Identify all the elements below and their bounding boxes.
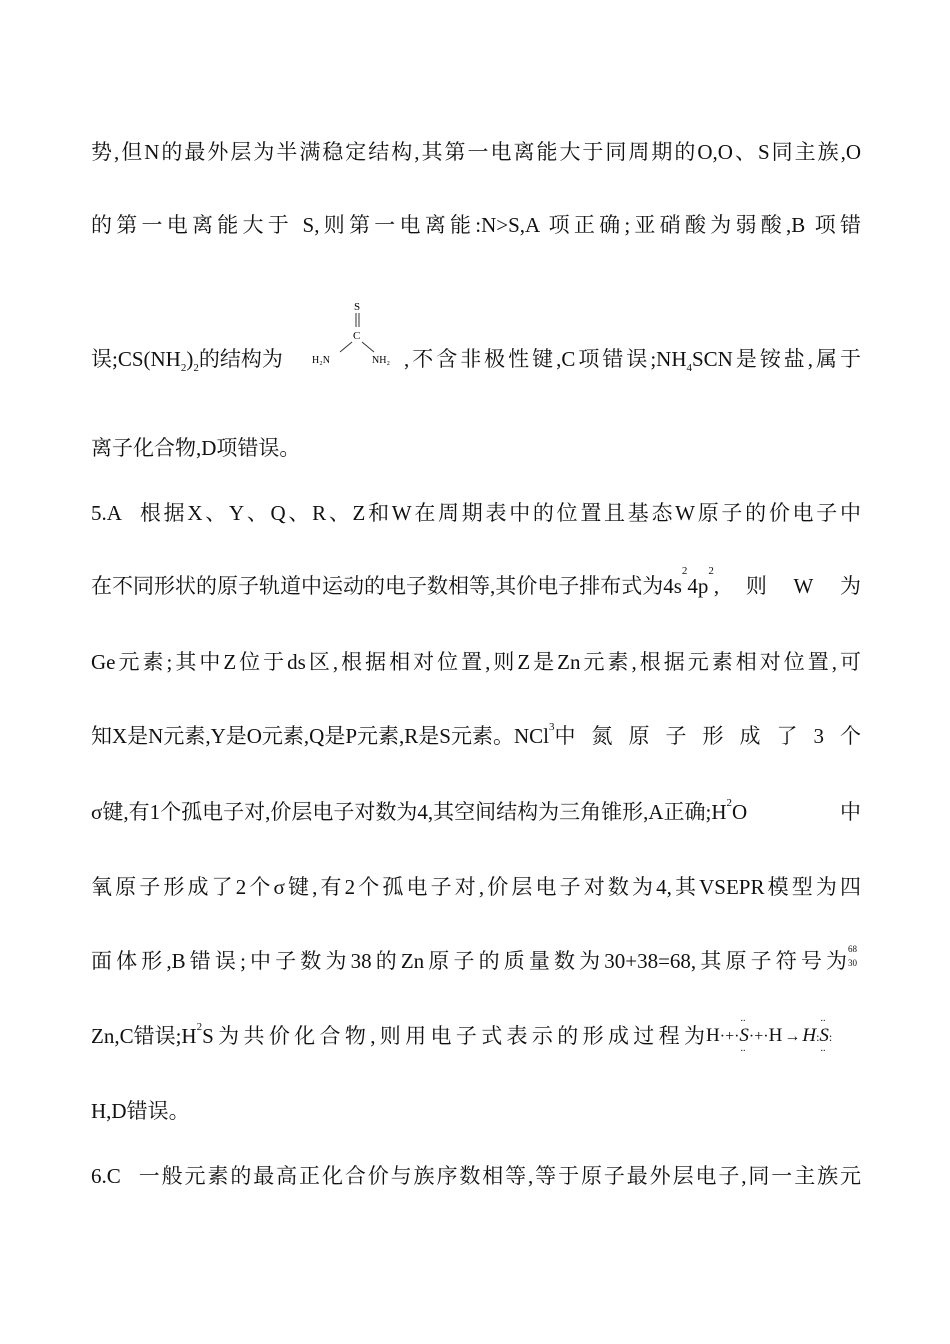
- thiourea-structure: [310, 296, 405, 368]
- text-line: 面体形,B错误;中子数为38的Zn原子的质量数为30+38=68,其原子符号为 68 30: [91, 946, 861, 976]
- structure-s: S: [354, 301, 361, 313]
- sulfur-with-dots: S ·· ··: [739, 1016, 749, 1057]
- text-line: 6.C 一般元素的最高正化合价与族序数相等,等于原子最外层电子,同一主族元: [91, 1164, 861, 1188]
- text-line: 5.A 根据X、Y、Q、R、Z和W在周期表中的位置且基态W原子的价电子中: [91, 501, 861, 525]
- text-line: σ键,有1个孤电子对,价层电子对数为4,其空间结构为三角锥形,A正确;H $_2$ O中: [91, 797, 861, 824]
- sulfur-with-dots: S ·· ··: [819, 1016, 829, 1057]
- text-line: 离子化合物,D项错误。: [91, 436, 301, 460]
- isotope-notation: 68 30: [848, 944, 857, 968]
- text-line: Ge元素;其中Z位于ds区,根据相对位置,则Z是Zn元素,根据元素相对位置,可: [91, 650, 861, 674]
- structure-left: H₂N: [312, 355, 330, 366]
- text-line: Zn,C错误;H $_2$ S为共价化合物,则用电子式表示的形成过程为: [91, 1021, 705, 1048]
- text-line: 在不同形状的原子轨道中运动的电子数相等,其价电子排布式为4s 2 4p 2 ,则W为: [91, 565, 861, 598]
- text-line: 势,但N的最外层为半满稳定结构,其第一电离能大于同周期的O,O、S同主族,O: [91, 140, 861, 164]
- text-line: 误$;CS(NH_2)_2$的结构为: [91, 347, 283, 375]
- electron-dot-equation: H·+·S ·· ·· ·+·H → H:S ·· ·· :: [706, 1016, 833, 1057]
- text-line: 氧原子形成了2个σ键,有2个孤电子对,价层电子对数为4,其VSEPR模型为四: [91, 875, 861, 899]
- structure-c: C: [353, 330, 361, 342]
- text-line: 知X是N元素,Y是O元素,Q是P元素,R是S元素。NCl $_3$ 中氮原子形成了3个: [91, 721, 861, 748]
- text-line: H,D错误。: [91, 1099, 190, 1123]
- structure-right: NH₂: [372, 355, 390, 366]
- text-line: ,不含非极性键,C项错误$;NH_4SCN$是铵盐,属于: [404, 347, 862, 375]
- text-line: 的第一电离能大于 S,则第一电离能:N>S,A 项正确;亚硝酸为弱酸,B 项错: [91, 213, 861, 237]
